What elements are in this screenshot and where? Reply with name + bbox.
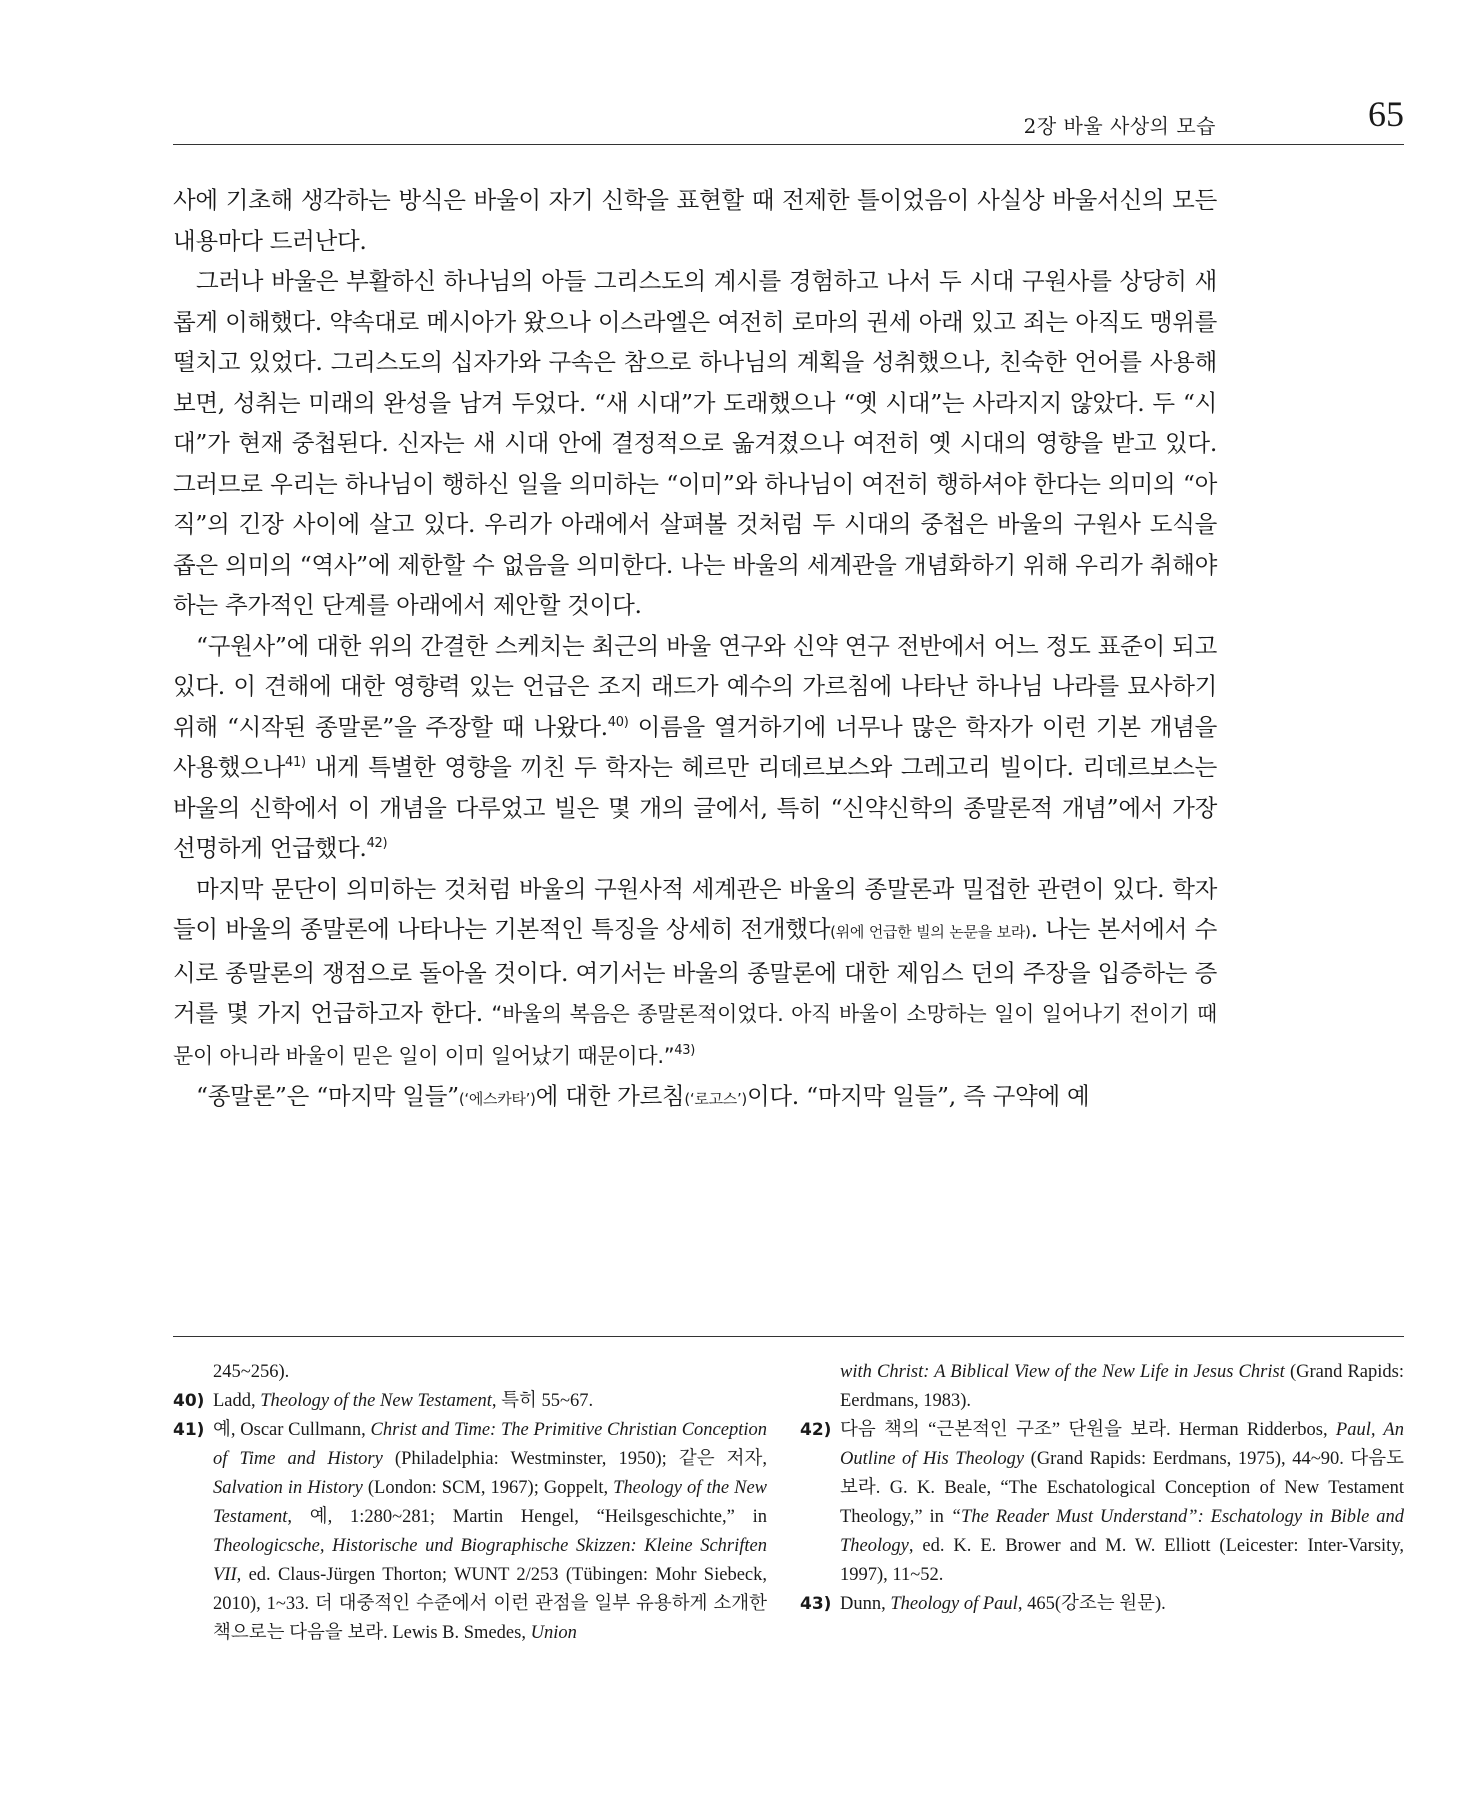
footnotes-right-column (800, 1358, 1404, 1619)
footnote-40-title: Theology of the New Testament (260, 1391, 492, 1411)
footnote-40-text-a: Ladd, (213, 1391, 261, 1411)
footnote-43-text-a: Dunn, (840, 1594, 891, 1614)
footnote-40-text-b: , 특히 55~67. (491, 1391, 594, 1411)
footnote-41-text-e: , ed. Claus-Jürgen Thorton; WUNT 2/253 (Tübingen: Mohr Siebeck, 2010), 1~33. 더 대중적인 수준에서 이런 관점을 일부 유용하게 소개한 책으로는 다음을 보라. Lewis B. Smedes, (213, 1565, 767, 1643)
footnote-41-text-c: (London: SCM, 1967); Goppelt, (362, 1478, 614, 1498)
paragraph-5 (173, 1076, 1217, 1120)
footnote-41-title-4: Theologicsche, Historische und Biographische Skizzen: Kleine Schriften VII (213, 1536, 767, 1585)
paragraph-3-text-b: 이름을 열거하기에 너무나 많은 학자가 이런 기본 개념을 사용했으나 (173, 712, 1217, 781)
footnote-41-continuation-title: with Christ: A Biblical View of the New Life in Jesus Christ (840, 1362, 1285, 1382)
footnote-42-title-1: Paul, An Outline of His Theology (840, 1420, 1404, 1469)
footnote-ref-40: 40) (607, 714, 629, 730)
footnote-42-text-b: (Grand Rapids: Eerdmans, 1975), 44~90. 다음도 보라. G. K. Beale, “The Eschatological Conception of New Testament Theology,” in (840, 1449, 1404, 1527)
footnote-41-text-b: (Philadelphia: Westminster, 1950); 같은 저자, (382, 1449, 768, 1469)
footnote-43-title: Theology of Paul (890, 1594, 1018, 1614)
eskata-gloss: (‘에스카타’) (458, 1090, 536, 1108)
footnote-42-title-2: “The Reader Must Understand”: Eschatology in Bible and Theology (840, 1507, 1404, 1556)
footnote-ref-42: 42) (366, 836, 388, 852)
paragraph-5-text-c: 이다. “마지막 일들”, 즉 구약에 예 (747, 1082, 1090, 1110)
paragraph-4-text-b: . 나는 본서에서 수시로 종말론의 쟁점으로 돌아올 것이다. 여기서는 바울의 종말론에 대한 제임스 던의 주장을 입증하는 증거를 몇 가지 언급하고자 한다. (173, 915, 1217, 1027)
footnote-41-title-5: Union (530, 1623, 577, 1643)
footnote-41-continuation-text: (Grand Rapids: Eerdmans, 1983). (840, 1362, 1404, 1411)
footnote-42-text-c: , ed. K. E. Brower and M. W. Elliott (Leicester: Inter-Varsity, 1997), 11~52. (840, 1536, 1404, 1585)
paragraph-3 (173, 626, 1217, 869)
footnote-continuation: 245~256). (213, 1362, 290, 1382)
footnotes-left-column (173, 1358, 767, 1648)
paragraph-2: 그러나 바울은 부활하신 하나님의 아들 그리스도의 계시를 경험하고 나서 두 시대 구원사를 상당히 새롭게 이해했다. 약속대로 메시아가 왔으나 이스라엘은 여전히 로마의 권세 아래 있고 죄는 아직도 맹위를 떨치고 있었다. 그리스도의 십자가와 구속은 참으로 하나님의 계획을 성취했으나, 친숙한 언어를 사용해 보면, 성취는 미래의 완성을 남겨 두었다. “새 시대”가 도래했으나 “옛 시대”는 사라지지 않았다. 두 “시대”가 현재 중첩된다. 신자는 새 시대 안에 결정적으로 옮겨졌으나 여전히 옛 시대의 영향을 받고 있다. 그러므로 우리는 하나님이 행하신 일을 의미하는 “이미”와 하나님이 여전히 행하셔야 한다는 의미의 “아직”의 긴장 사이에 살고 있다. 우리가 아래에서 살펴볼 것처럼 두 시대의 중첩은 바울의 구원사 도식을 좁은 의미의 “역사”에 제한할 수 없음을 의미한다. 나는 바울의 세계관을 개념화하기 위해 우리가 취해야 하는 추가적인 단계를 아래에서 제안할 것이다. (173, 267, 1217, 619)
footnote-41-title-1: Christ and Time: The Primitive Christian Conception of Time and History (213, 1420, 768, 1469)
paragraph-4-text-a: 마지막 문단이 의미하는 것처럼 바울의 구원사적 세계관은 바울의 종말론과 밀접한 관련이 있다. 학자들이 바울의 종말론에 나타나는 기본적인 특징을 상세히 전개했다 (173, 874, 1217, 943)
footnote-41 (173, 1416, 767, 1648)
main-text (173, 180, 1217, 1120)
page-number: 65 (1368, 94, 1404, 134)
footnote-43-number: 43) (800, 1594, 832, 1614)
paragraph-1: 사에 기초해 생각하는 방식은 바울이 자기 신학을 표현할 때 전제한 틀이었음이 사실상 바울서신의 모든 내용마다 드러난다. (173, 186, 1217, 255)
footnote-43-text-b: , 465(강조는 원문). (1017, 1594, 1166, 1614)
dunn-quote: “바울의 복음은 종말론적이었다. 아직 바울이 소망하는 일이 일어나기 전이기 때문이 아니라 바울이 믿은 일이 이미 일어났기 때문이다.” (173, 1002, 1217, 1068)
footnote-42-number: 42) (800, 1420, 832, 1440)
footnote-40-number: 40) (173, 1391, 205, 1411)
paragraph-3-text-a: “구원사”에 대한 위의 간결한 스케치는 최근의 바울 연구와 신약 연구 전반에서 어느 정도 표준이 되고 있다. 이 견해에 대한 영향력 있는 언급은 조지 래드가 예수의 가르침에 나타난 하나님 나라를 묘사하기 위해 “시작된 종말론”을 주장할 때 나왔다. (173, 631, 1217, 741)
footnote-42-text-a: 다음 책의 “근본적인 구조” 단원을 보라. Herman Ridderbos, (840, 1420, 1336, 1440)
paragraph-4-aside: (위에 언급한 빌의 논문을 보라) (830, 923, 1031, 941)
footnote-40 (173, 1387, 767, 1416)
footnote-41-title-3: Theology of the New Testament (213, 1478, 767, 1527)
paragraph-4 (173, 869, 1217, 1077)
footnote-41-number: 41) (173, 1420, 205, 1440)
footnote-42 (800, 1416, 1404, 1590)
paragraph-5-text-b: 에 대한 가르침 (535, 1082, 685, 1110)
chapter-title: 2장 바울 사상의 모습 (1023, 114, 1216, 138)
footnote-divider (173, 1336, 1404, 1337)
footnote-43 (800, 1590, 1404, 1619)
running-header (173, 92, 1404, 145)
logos-gloss: (‘로고스’) (684, 1090, 747, 1108)
footnote-ref-41: 41) (285, 755, 306, 771)
footnote-41-continuation (800, 1358, 1404, 1416)
footnote-ref-43: 43) (674, 1042, 695, 1058)
footnote-41-text-d: , 예, 1:280~281; Martin Hengel, “Heilsgeschichte,” in (287, 1507, 767, 1527)
paragraph-5-text-a: “종말론”은 “마지막 일들” (196, 1082, 459, 1110)
footnote-41-text-a: 예, Oscar Cullmann, (213, 1420, 371, 1440)
paragraph-3-text-c: 내게 특별한 영향을 끼친 두 학자는 헤르만 리데르보스와 그레고리 빌이다. 리데르보스는 바울의 신학에서 이 개념을 다루었고 빌은 몇 개의 글에서, 특히 “신약신학의 종말론적 개념”에서 가장 선명하게 언급했다. (173, 753, 1217, 862)
footnote-41-title-2: Salvation in History (213, 1478, 363, 1498)
